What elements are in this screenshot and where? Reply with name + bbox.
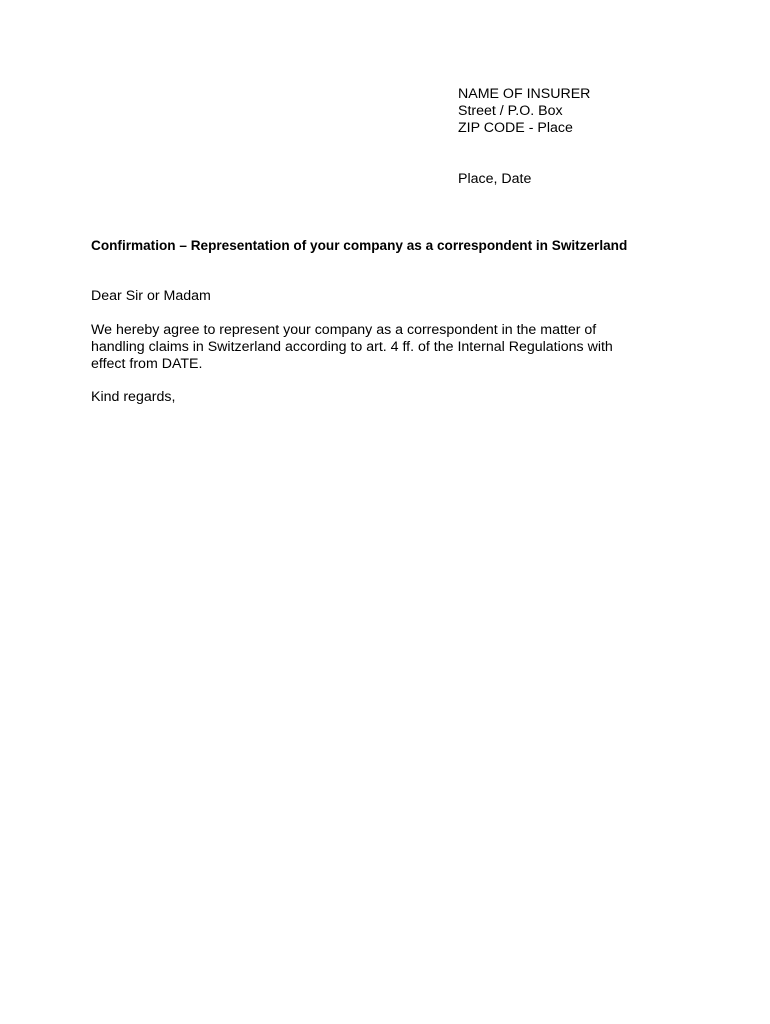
insurer-zip-place: ZIP CODE - Place: [458, 120, 573, 136]
body-line: handling claims in Switzerland according to art. 4 ff. of the Internal Regulations with: [91, 339, 613, 355]
recipient-address-block: [458, 86, 738, 137]
letter-body: [91, 322, 691, 373]
letter-subject: Confirmation – Representation of your company as a correspondent in Switzerland: [91, 238, 628, 253]
body-line: effect from DATE.: [91, 356, 203, 372]
insurer-name: NAME OF INSURER: [458, 86, 591, 102]
place-date: Place, Date: [458, 171, 532, 187]
closing: Kind regards,: [91, 389, 176, 405]
insurer-street: Street / P.O. Box: [458, 103, 563, 119]
body-line: We hereby agree to represent your company as a correspondent in the matter of: [91, 322, 597, 338]
salutation: Dear Sir or Madam: [91, 288, 211, 304]
